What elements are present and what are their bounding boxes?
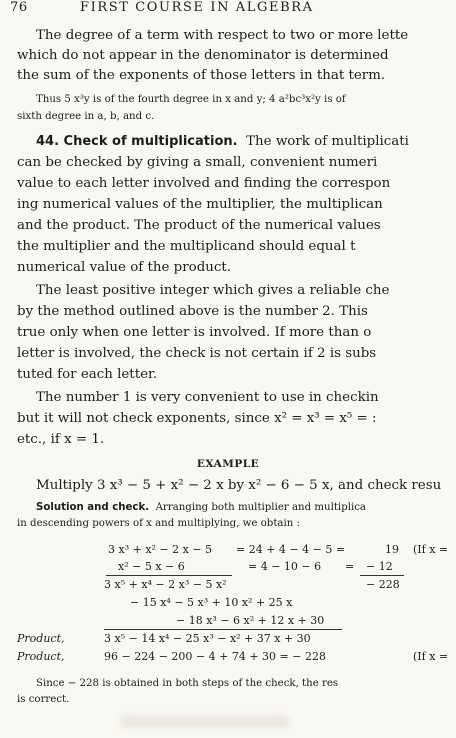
multiplier-check: = 4 − 10 − 6 xyxy=(248,560,322,573)
product-label-1: Product, xyxy=(17,632,65,645)
one-line-1: The number 1 is very convenient to use in checkin xyxy=(36,390,379,405)
partial-product-3: − 18 x³ − 6 x² + 12 x + 30 xyxy=(176,614,325,627)
section-44-line-7: numerical value of the product. xyxy=(17,260,232,275)
solution-text-1: Arranging both multiplier and multiplica xyxy=(155,502,367,513)
solution-label: Solution and check. xyxy=(36,502,150,513)
multiplier-equals: = xyxy=(345,560,355,573)
least-line-4: letter is involved, the check is not certain if 2 is subs xyxy=(17,346,377,361)
multiplicand-value: 19 xyxy=(385,543,399,556)
rule-check xyxy=(360,575,404,576)
running-title: FIRST COURSE IN ALGEBRA xyxy=(80,0,314,15)
partial-product-2: − 15 x⁴ − 5 x³ + 10 x² + 25 x xyxy=(130,596,293,609)
section-44-heading: 44. Check of multiplication. xyxy=(36,134,238,149)
multiplicand-check: = 24 + 4 − 4 − 5 = xyxy=(236,543,346,556)
solution-line-2: in descending powers of x and multiplying, we obtain : xyxy=(17,518,300,529)
section-44-line-1 xyxy=(36,134,409,149)
solution-line-1 xyxy=(36,502,366,513)
conclusion-line-1: Since − 228 is obtained in both steps of the check, the res xyxy=(36,678,339,689)
degree-line-2: which do not appear in the denominator is determined xyxy=(17,48,389,63)
example-heading: EXAMPLE xyxy=(196,458,260,470)
degree-note-2: sixth degree in a, b, and c. xyxy=(17,111,155,122)
section-44-text-1: The work of multiplicati xyxy=(246,134,409,149)
running-header xyxy=(10,0,314,15)
substitution-note-1: (If x = xyxy=(413,543,449,556)
product-expression: 3 x⁵ − 14 x⁴ − 25 x³ − x² + 37 x + 30 xyxy=(104,632,311,645)
substitution-note-2: (If x = xyxy=(413,650,449,663)
degree-note-1: Thus 5 x³y is of the fourth degree in x and y; 4 a²bc³x²y is of xyxy=(36,94,346,105)
multiplier: x² − 5 x − 6 xyxy=(118,560,185,573)
rule-multiplier xyxy=(106,575,232,576)
conclusion-line-2: is correct. xyxy=(17,694,70,705)
multiplier-value: − 12 xyxy=(366,560,393,573)
partial-product-1: 3 x⁵ + x⁴ − 2 x³ − 5 x² xyxy=(104,578,227,591)
degree-line-3: the sum of the exponents of those letters in that term. xyxy=(17,68,386,83)
degree-line-1: The degree of a term with respect to two or more lette xyxy=(36,28,409,43)
section-44-line-4: ing numerical values of the multiplier, the multiplican xyxy=(17,197,383,212)
rule-product xyxy=(104,629,342,630)
least-line-2: by the method outlined above is the number 2. This xyxy=(17,304,368,319)
bleed-through-smudge xyxy=(120,716,290,728)
page-number: 76 xyxy=(10,0,28,15)
least-line-1: The least positive integer which gives a reliable che xyxy=(36,283,390,298)
section-44-line-2: can be checked by giving a small, convenient numeri xyxy=(17,155,378,170)
multiplicand: 3 x³ + x² − 2 x − 5 xyxy=(108,543,213,556)
product-numeric: 96 − 224 − 200 − 4 + 74 + 30 = − 228 xyxy=(104,650,326,663)
least-line-5: tuted for each letter. xyxy=(17,367,158,382)
least-line-3: true only when one letter is involved. If more than o xyxy=(17,325,372,340)
section-44-line-5: and the product. The product of the numerical values xyxy=(17,218,381,233)
example-problem: Multiply 3 x³ − 5 + x² − 2 x by x² − 6 − 5 x, and check resu xyxy=(36,478,442,493)
product-label-2: Product, xyxy=(17,650,65,663)
one-line-2: but it will not check exponents, since x² = x³ = x⁵ = : xyxy=(17,411,377,426)
one-line-3: etc., if x = 1. xyxy=(17,432,105,447)
section-44-line-3: value to each letter involved and finding the correspon xyxy=(17,176,391,191)
section-44-line-6: the multiplier and the multiplicand should equal t xyxy=(17,239,356,254)
check-product-value: − 228 xyxy=(366,578,400,591)
